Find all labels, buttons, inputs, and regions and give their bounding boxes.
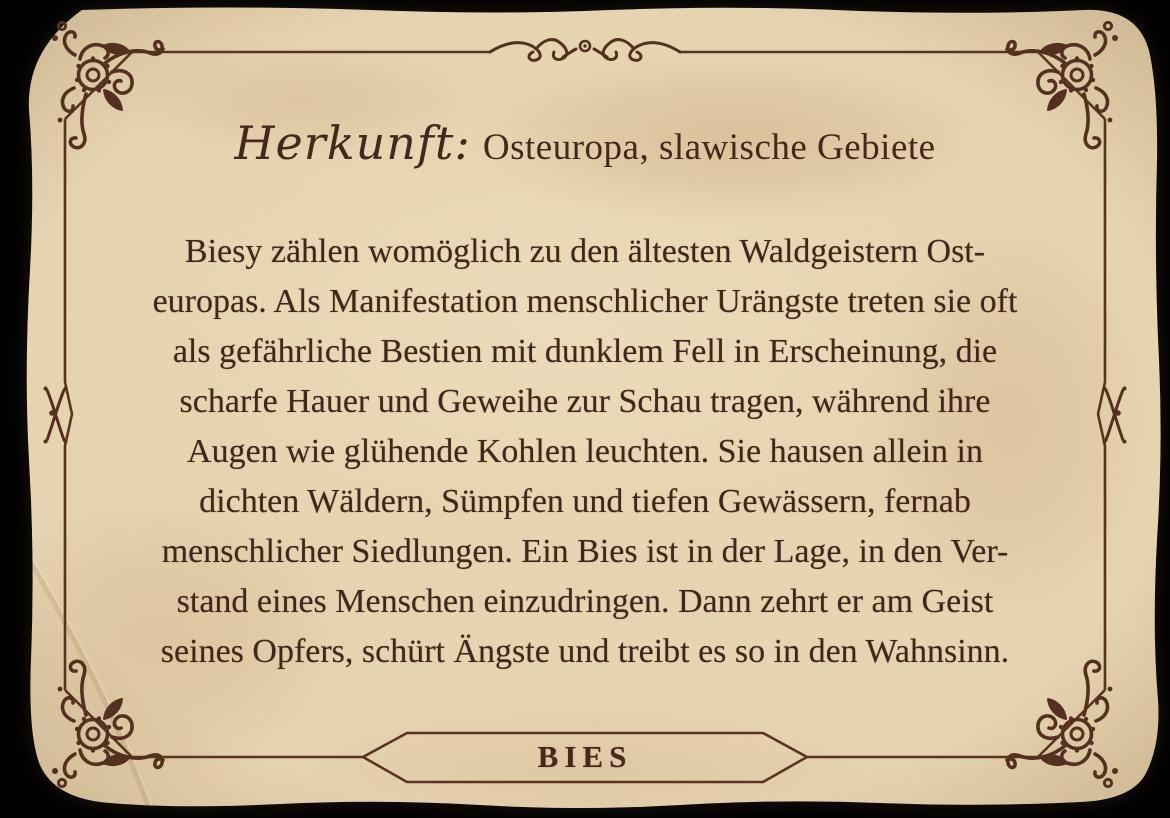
lore-line: menschlicher Siedlungen. Ein Bies ist in der Lage, in den Ver- bbox=[161, 533, 1009, 570]
lore-line: scharfe Hauer und Geweihe zur Schau tragen, während ihre bbox=[179, 383, 991, 420]
lore-line: seines Opfers, schürt Ängste und treibt es so in den Wahnsinn. bbox=[160, 633, 1010, 670]
lore-line: Augen wie glühende Kohlen leuchten. Sie hausen allein in bbox=[187, 433, 983, 470]
lore-line: europas. Als Manifestation menschlicher Urängste treten sie oft bbox=[152, 283, 1018, 320]
lore-text bbox=[88, 227, 1082, 677]
lore-line: dichten Wäldern, Sümpfen und tiefen Gewässern, fernab bbox=[199, 483, 971, 520]
origin-label: Herkunft: bbox=[234, 116, 471, 170]
origin-line bbox=[0, 116, 1170, 170]
origin-value: Osteuropa, slawische Gebiete bbox=[482, 127, 936, 168]
card-title: BIES bbox=[537, 739, 633, 774]
lore-line: Biesy zählen womöglich zu den ältesten Waldgeistern Ost- bbox=[184, 233, 986, 270]
lore-line: stand eines Menschen einzudringen. Dann zehrt er am Geist bbox=[176, 583, 994, 620]
lore-line: als gefährliche Bestien mit dunklem Fell in Erscheinung, die bbox=[172, 333, 998, 370]
